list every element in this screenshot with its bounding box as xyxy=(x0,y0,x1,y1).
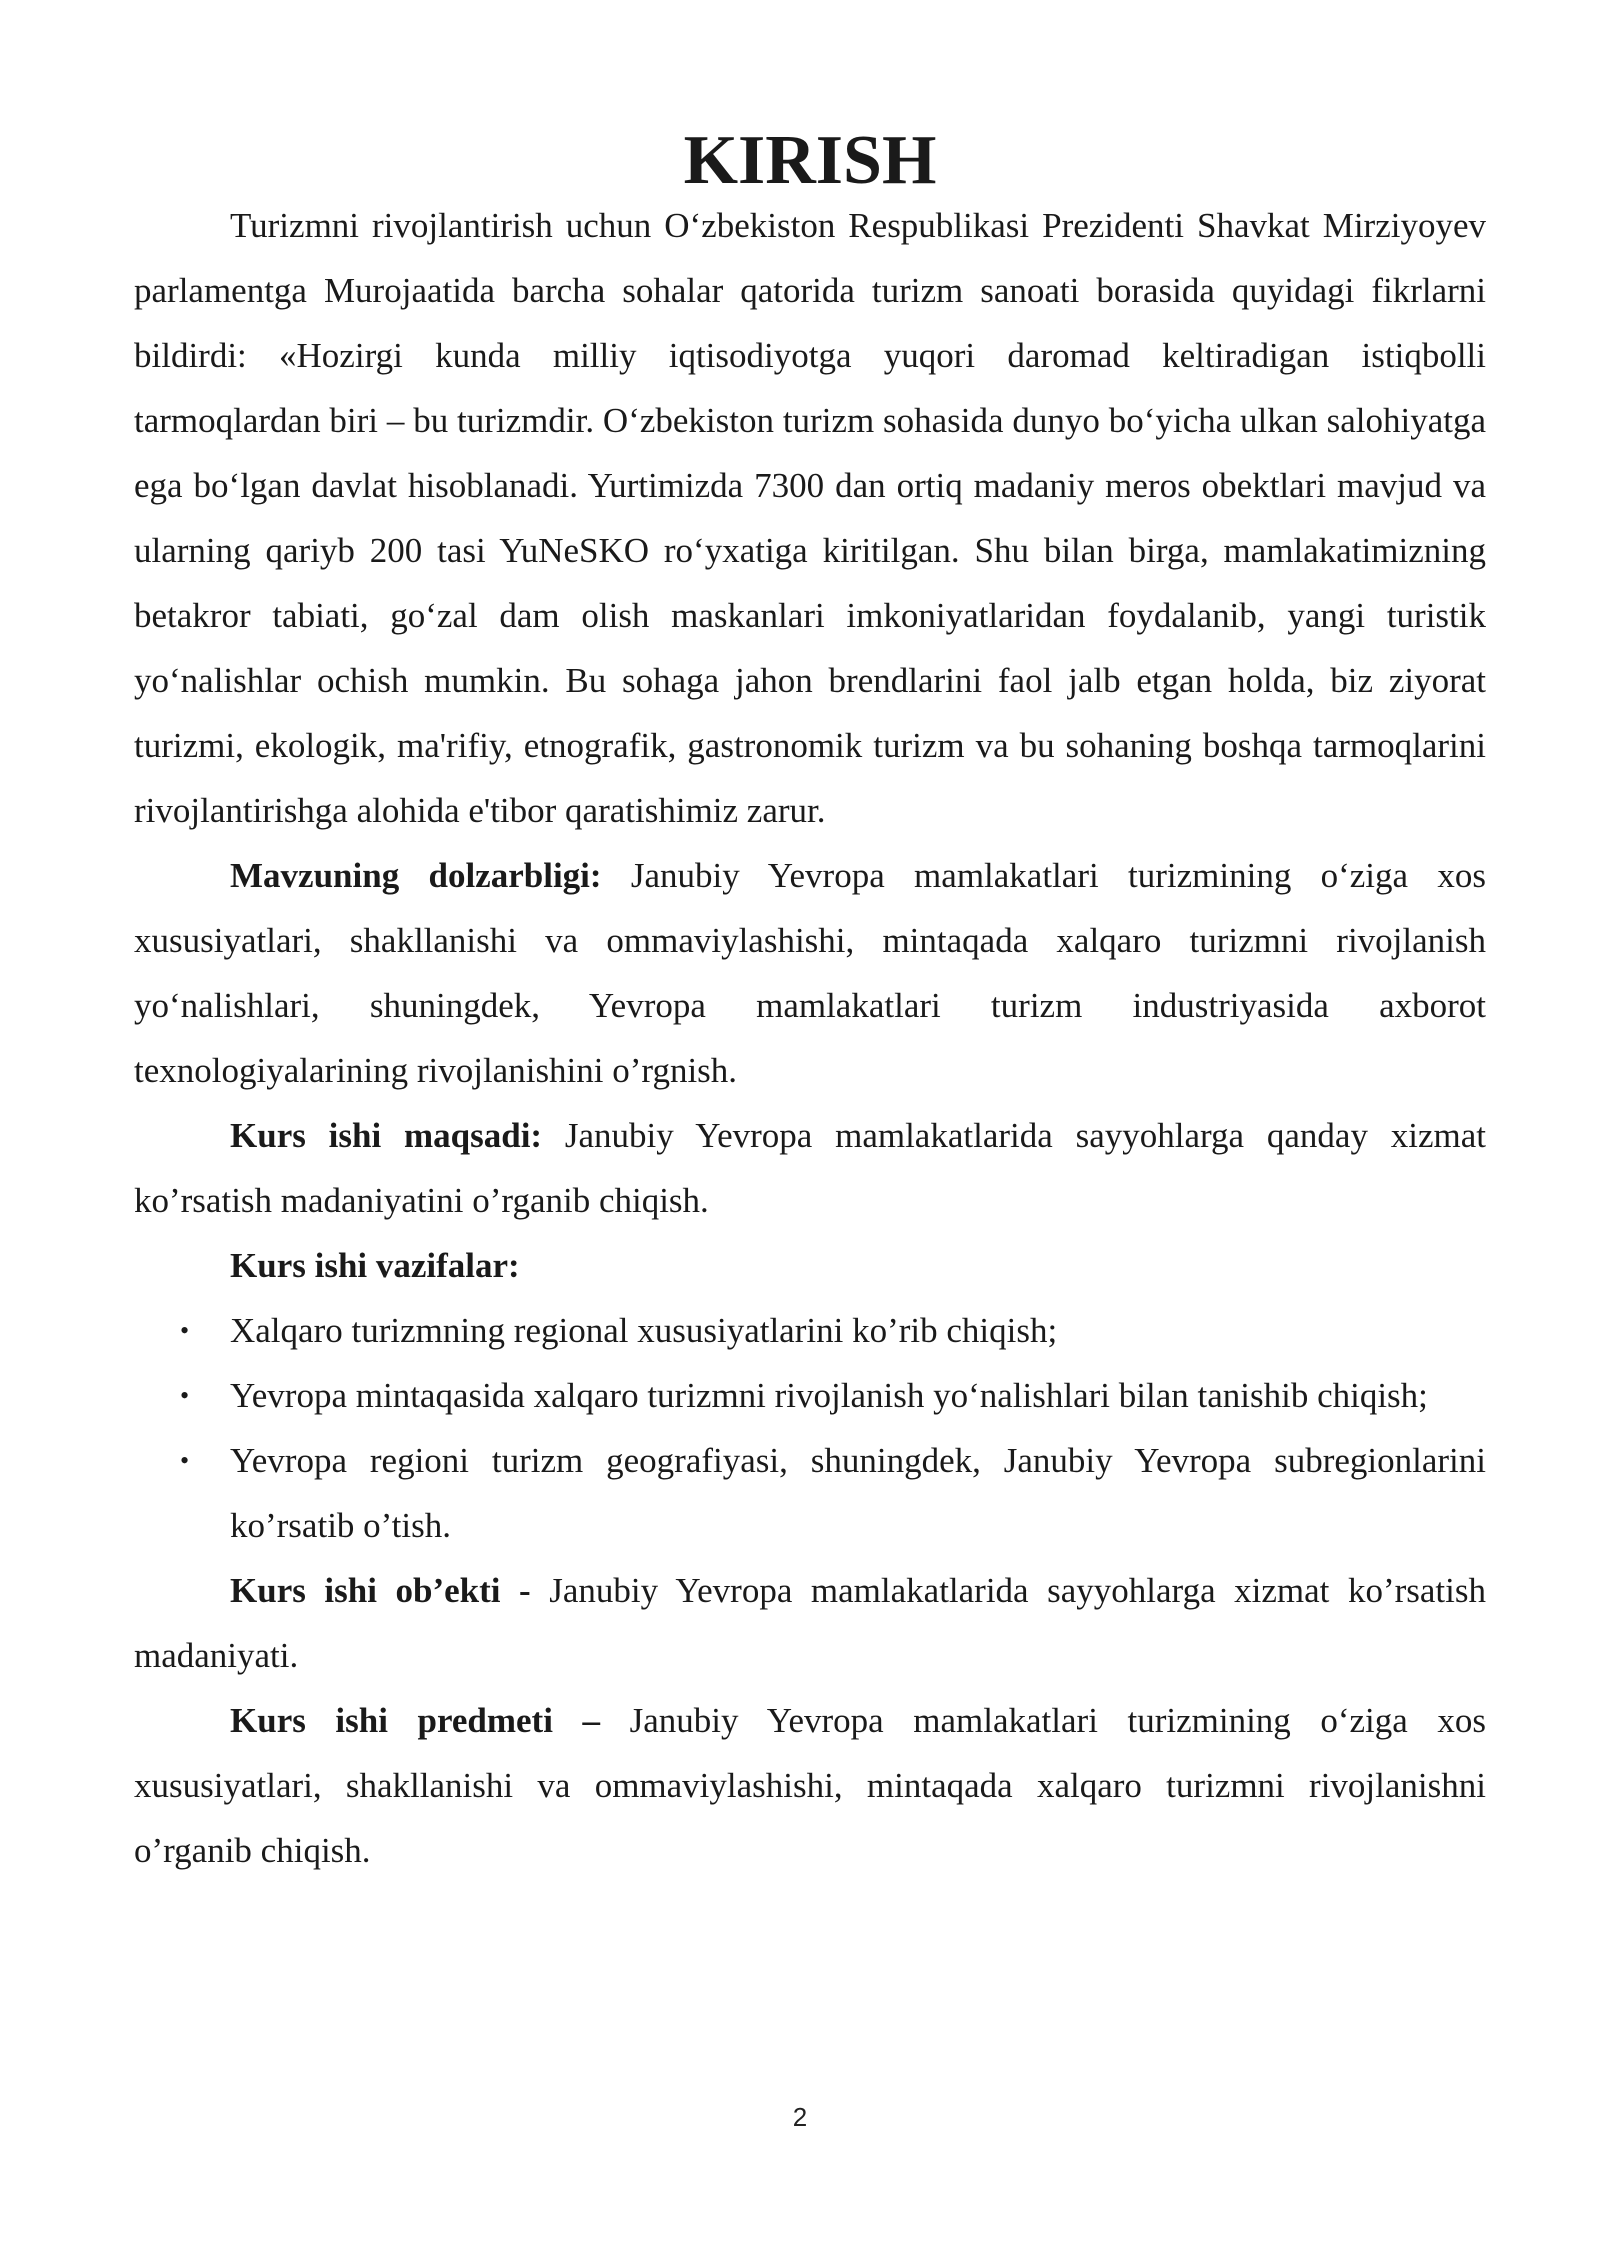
bullet-icon: • xyxy=(180,1381,190,1410)
object-text: Janubiy Yevropa mamlakatlarida sayyohlarga xizmat ko’rsatish madaniyati. xyxy=(134,1571,1486,1675)
object-label: Kurs ishi ob’ekti - xyxy=(230,1571,531,1610)
bullet-icon: • xyxy=(180,1316,190,1345)
goal-label: Kurs ishi maqsadi: xyxy=(230,1116,543,1155)
task-text: Xalqaro turizmning regional xususiyatlarini ko’rib chiqish; xyxy=(230,1311,1058,1350)
goal-text: Janubiy Yevropa mamlakatlarida sayyohlarga qanday xizmat ko’rsatish madaniyatini o’rganib chiqish. xyxy=(134,1116,1486,1220)
relevance-text: Janubiy Yevropa mamlakatlari turizmining o‘ziga xos xususiyatlari, shakllanishi va ommaviylashishi, mintaqada xalqaro turizmni rivojlanish yo‘nalishlari, shuningdek, Yevropa mamlakatlari turizm industriyasida axborot texnologiyalarining rivojlanishini o’rgnish. xyxy=(134,856,1486,1090)
relevance-label: Mavzuning dolzarbligi: xyxy=(230,856,602,895)
list-item xyxy=(134,1363,1486,1428)
document-page xyxy=(134,122,1486,1883)
tasks-heading xyxy=(134,1233,1486,1298)
tasks-label: Kurs ishi vazifalar: xyxy=(230,1246,520,1285)
subject-label: Kurs ishi predmeti – xyxy=(230,1701,601,1740)
tasks-list xyxy=(134,1298,1486,1558)
task-text: Yevropa regioni turizm geografiyasi, shuningdek, Janubiy Yevropa subregionlarini ko’rsatib o’tish. xyxy=(230,1441,1486,1545)
list-item xyxy=(134,1298,1486,1363)
page-number: 2 xyxy=(792,2102,808,2132)
goal-paragraph xyxy=(134,1103,1486,1233)
object-paragraph xyxy=(134,1558,1486,1688)
bullet-icon: • xyxy=(180,1446,190,1475)
subject-text: Janubiy Yevropa mamlakatlari turizmining o‘ziga xos xususiyatlari, shakllanishi va ommaviylashishi, mintaqada xalqaro turizmni rivojlanishni o’rganib chiqish. xyxy=(134,1701,1486,1870)
intro-paragraph: Turizmni rivojlantirish uchun O‘zbekiston Respublikasi Prezidenti Shavkat Mirziyoyev parlamentga Murojaatida barcha sohalar qatorida turizm sanoati borasida quyidagi fikrlarni bildirdi: «Hozirgi kunda milliy iqtisodiyotga yuqori daromad keltiradigan istiqbolli tarmoqlardan biri – bu turizmdir. O‘zbekiston turizm sohasida dunyo bo‘yicha ulkan salohiyatga ega bo‘lgan davlat hisoblanadi. Yurtimizda 7300 dan ortiq madaniy meros obektlari mavjud va ularning qariyb 200 tasi YuNeSKO ro‘yxatiga kiritilgan. Shu bilan birga, mamlakatimizning betakror tabiati, go‘zal dam olish maskanlari imkoniyatlaridan foydalanib, yangi turistik yo‘nalishlar ochish mumkin. Bu sohaga jahon brendlarini faol jalb etgan holda, biz ziyorat turizmi, ekologik, ma'rifiy, etnografik, gastronomik turizm va bu sohaning boshqa tarmoqlarini rivojlantirishga alohida e'tibor qaratishimiz zarur. xyxy=(134,206,1486,830)
list-item xyxy=(134,1428,1486,1558)
relevance-paragraph xyxy=(134,843,1486,1103)
task-text: Yevropa mintaqasida xalqaro turizmni rivojlanish yo‘nalishlari bilan tanishib chiqish; xyxy=(230,1376,1428,1415)
subject-paragraph xyxy=(134,1688,1486,1883)
page-title: KIRISH xyxy=(683,122,937,199)
